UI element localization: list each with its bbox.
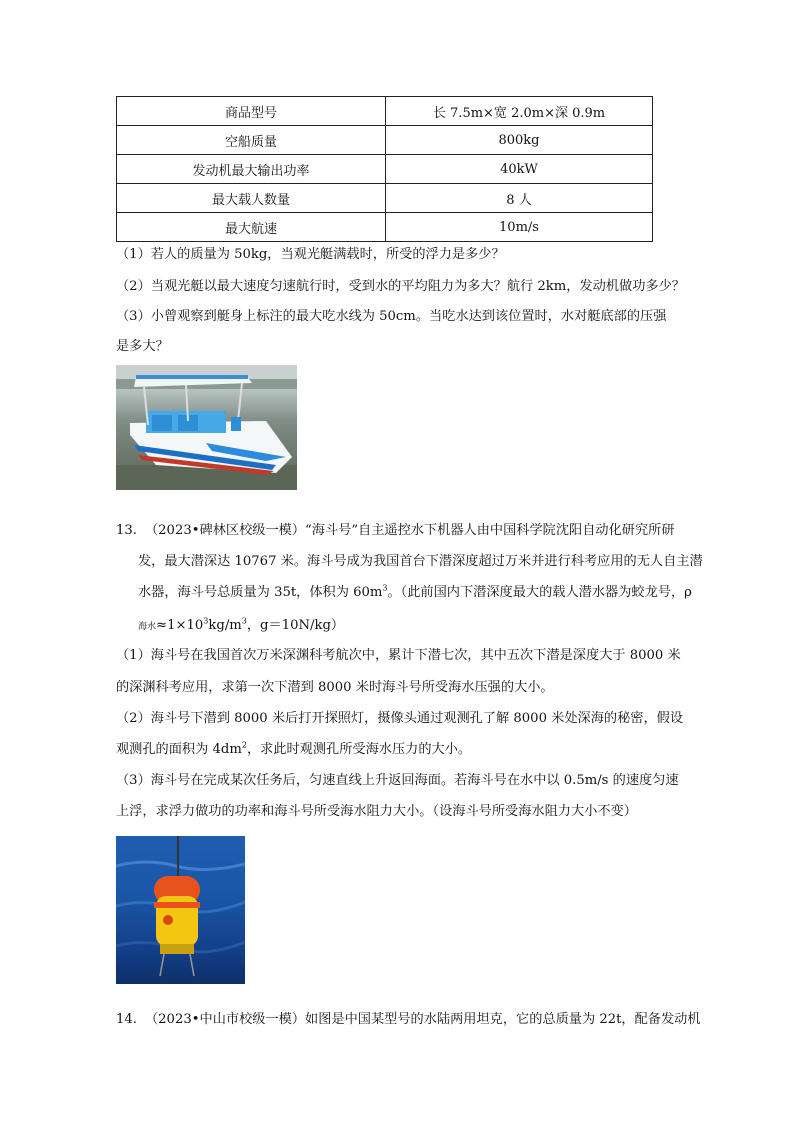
spec-table-row [117,126,653,155]
q13-part1-line2: 的深渊科考应用，求第一次下潜到 8000 米时海斗号所受海水压强的大小。 [116,680,554,695]
q13-part1-line1: （1）海斗号在我国首次万米深渊科考航次中，累计下潜七次，其中五次下潜是深度大于 8000 米 [116,648,681,663]
q14-number: 14. [116,1012,137,1027]
spec-label-cell: 最大航速 [117,213,386,242]
spec-label-cell: 商品型号 [117,97,386,126]
spec-table-row [117,184,653,213]
q13-part2-line2: 观测孔的面积为 $4dm^2$，求此时观测孔所受海水压力的大小。 [116,740,472,757]
q12-part3-line1: （3）小曾观察到艇身上标注的最大吃水线为 50cm。当吃水达到该位置时，水对艇底部的压强 [116,309,667,324]
q13-line2: 发，最大潜深达 10767 米。海斗号成为我国首台下潜深度超过万米并进行科考应用的无人自主潜 [138,554,703,569]
q12-part3-line2: 是多大？ [116,339,169,354]
spec-table-row [117,155,653,184]
spec-table [116,96,653,242]
q13-part2-line1: （2）海斗号下潜到 8000 米后打开探照灯，摄像头通过观测孔了解 8000 米处深海的秘密，假设 [116,711,684,726]
q12-part1: （1）若人的质量为 50kg，当观光艇满载时，所受的浮力是多少？ [116,247,505,262]
q13-line3: 水器，海斗号总质量为 35t，体积为 $60m^3$。（此前国内下潜深度最大的载人潜水器为蛟龙号，ρ [138,583,692,600]
spec-table-row [117,97,653,126]
haidou-submersible-photo [116,836,245,984]
spec-label-cell: 空船质量 [117,126,386,155]
spec-value-cell: 8 人 [386,184,653,213]
spec-table-row [117,213,653,242]
q13-part3-line1: （3）海斗号在完成某次任务后，匀速直线上升返回海面。若海斗号在水中以 0.5m/s 的速度匀速 [116,773,679,788]
q13-line4: 海水$\approx 1\times 10^3kg/m^3$，g＝10N/kg） [138,616,345,633]
spec-value-cell: 长 7.5m×宽 2.0m×深 0.9m [386,97,653,126]
q14-line1: 14. （2023•中山市校级一模）如图是中国某型号的水陆两用坦克，它的总质量为 22t，配备发动机 [116,1012,701,1027]
sightseeing-boat-photo [116,365,297,490]
spec-label-cell: 最大载人数量 [117,184,386,213]
spec-value-cell: 10m/s [386,213,653,242]
q13-line1: 13. （2023•碑林区校级一模）“海斗号”自主遥控水下机器人由中国科学院沈阳自动化研究所研 [116,523,675,538]
q12-part2: （2）当观光艇以最大速度匀速航行时，受到水的平均阻力为多大？航行 2km，发动机做功多少？ [116,279,685,294]
spec-value-cell: 800kg [386,126,653,155]
q13-part3-line2: 上浮，求浮力做功的功率和海斗号所受海水阻力大小。（设海斗号所受海水阻力大小不变） [116,804,637,819]
spec-label-cell: 发动机最大输出功率 [117,155,386,184]
q13-number: 13. [116,523,137,538]
spec-value-cell: 40kW [386,155,653,184]
